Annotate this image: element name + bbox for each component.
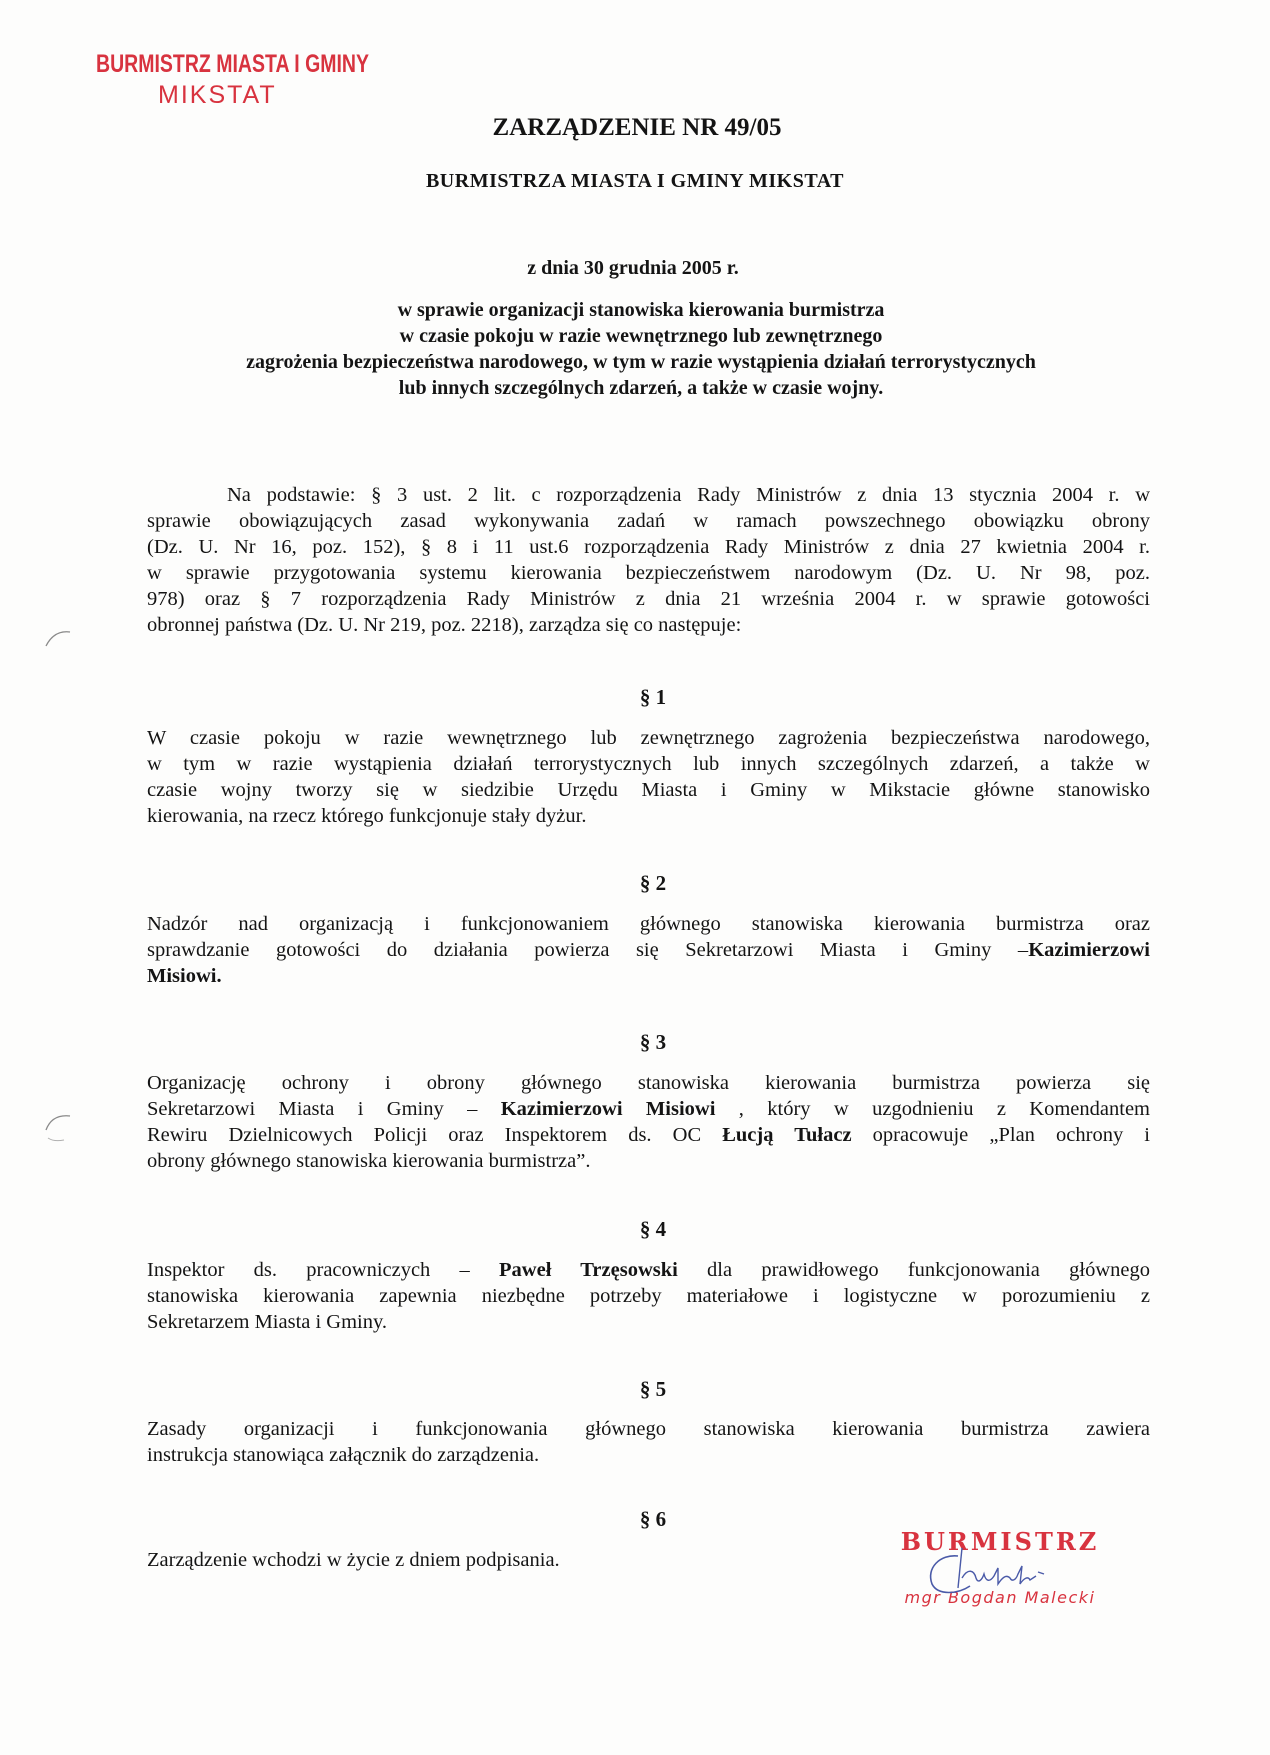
paragraph-line bbox=[147, 1096, 1150, 1122]
subject-line: w sprawie organizacji stanowiska kierowania burmistrza bbox=[397, 299, 885, 321]
paragraph-line: Sekretarzem Miasta i Gminy. bbox=[147, 1311, 388, 1333]
paragraph-line: instrukcja stanowiąca załącznik do zarządzenia. bbox=[147, 1444, 540, 1466]
document-title: ZARZĄDZENIE NR 49/05 bbox=[492, 114, 782, 141]
paragraph-line: kierowania, na rzecz którego funkcjonuje stały dyżur. bbox=[147, 805, 587, 827]
punch-hole-mark bbox=[40, 620, 80, 660]
paragraph-line: w tym w razie wystąpienia działań terrorystycznych lub innych szczególnych zdarzeń, a także w bbox=[147, 753, 1150, 775]
person-name-bold: Paweł Trzęsowski bbox=[499, 1259, 678, 1281]
subject-line: lub innych szczególnych zdarzeń, a także w czasie wojny. bbox=[398, 377, 884, 399]
paragraph-line: (Dz. U. Nr 16, poz. 152), § 8 i 11 ust.6 rozporządzenia Rady Ministrów z dnia 27 kwietnia 2004 r. bbox=[147, 536, 1150, 558]
paragraph-text: dla prawidłowego funkcjonowania głównego bbox=[677, 1259, 1150, 1281]
person-name-bold: Misiowi. bbox=[147, 965, 222, 987]
paragraph-line: Zasady organizacji i funkcjonowania głównego stanowiska kierowania burmistrza zawiera bbox=[147, 1418, 1150, 1440]
section-heading-3: § 3 bbox=[639, 1030, 667, 1054]
section-1-paragraph bbox=[147, 725, 1150, 829]
paragraph-line bbox=[147, 1122, 1150, 1148]
paragraph-text: Inspektor ds. pracowniczych – bbox=[147, 1259, 500, 1281]
paragraph-line bbox=[147, 963, 1150, 989]
section-5-paragraph bbox=[147, 1416, 1150, 1468]
punch-hole-mark bbox=[40, 1108, 80, 1148]
paragraph-text: opracowuje „Plan ochrony i bbox=[851, 1124, 1150, 1146]
paragraph-line: Na podstawie: § 3 ust. 2 lit. c rozporządzenia Rady Ministrów z dnia 13 stycznia 2004 r. w bbox=[227, 484, 1150, 506]
section-heading-5: § 5 bbox=[639, 1377, 667, 1401]
section-heading-1: § 1 bbox=[639, 685, 667, 709]
paragraph-line: sprawie obowiązujących zasad wykonywania zadań w ramach powszechnego obowiązku obrony bbox=[147, 510, 1150, 532]
stamp-line-town: MIKSTAT bbox=[158, 81, 277, 109]
paragraph-line bbox=[147, 1257, 1150, 1283]
subject-line: zagrożenia bezpieczeństwa narodowego, w tym w razie wystąpienia działań terrorystycznych bbox=[246, 351, 1036, 373]
paragraph-line: Zarządzenie wchodzi w życie z dniem podpisania. bbox=[147, 1549, 560, 1571]
document-date: z dnia 30 grudnia 2005 r. bbox=[527, 257, 739, 279]
paragraph-line: obronnej państwa (Dz. U. Nr 219, poz. 2218), zarządza się co następuje: bbox=[147, 614, 742, 636]
paragraph-text: sprawdzanie gotowości do działania powierza się Sekretarzowi Miasta i Gminy – bbox=[147, 939, 1029, 961]
paragraph-text: Sekretarzowi Miasta i Gminy – bbox=[147, 1098, 501, 1120]
paragraph-line: W czasie pokoju w razie wewnętrznego lub zewnętrznego zagrożenia bezpieczeństwa narodowego, bbox=[147, 727, 1150, 749]
stamp-title: BURMISTRZ bbox=[900, 1527, 1100, 1556]
handwritten-signature bbox=[918, 1538, 1068, 1608]
paragraph-line: Nadzór nad organizacją i funkcjonowaniem głównego stanowiska kierowania burmistrza oraz bbox=[147, 913, 1150, 935]
paragraph-line: 978) oraz § 7 rozporządzenia Rady Ministrów z dnia 21 września 2004 r. w sprawie gotowości bbox=[147, 588, 1150, 610]
paragraph-line: w sprawie przygotowania systemu kierowania bezpieczeństwem narodowym (Dz. U. Nr 98, poz. bbox=[147, 562, 1150, 584]
section-3-paragraph bbox=[147, 1070, 1150, 1174]
paragraph-line: stanowiska kierowania zapewnia niezbędne potrzeby materiałowe i logistyczne w porozumieniu z bbox=[147, 1285, 1150, 1307]
stamp-signatory-name: mgr Bogdan Malecki bbox=[904, 1588, 1096, 1607]
subject-line: w czasie pokoju w razie wewnętrznego lub zewnętrznego bbox=[399, 325, 883, 347]
paragraph-text: Rewiru Dzielnicowych Policji oraz Inspektorem ds. OC bbox=[147, 1124, 723, 1146]
section-2-paragraph bbox=[147, 911, 1150, 989]
paragraph-line: czasie wojny tworzy się w siedzibie Urzędu Miasta i Gminy w Mikstacie główne stanowisko bbox=[147, 779, 1150, 801]
section-heading-4: § 4 bbox=[639, 1217, 667, 1241]
person-name-bold: Kazimierzowi Misiowi bbox=[500, 1098, 716, 1120]
document-subject bbox=[6, 297, 1270, 401]
section-4-paragraph bbox=[147, 1257, 1150, 1335]
person-name-bold: Kazimierzowi bbox=[1028, 939, 1150, 961]
stamp-line-office: BURMISTRZ MIASTA I GMINY bbox=[96, 50, 369, 78]
person-name-bold: Łucją Tułacz bbox=[722, 1124, 852, 1146]
legal-basis-paragraph bbox=[147, 482, 1150, 638]
paragraph-line: Organizację ochrony i obrony głównego stanowiska kierowania burmistrza powierza się bbox=[147, 1072, 1150, 1094]
paragraph-line: obrony głównego stanowiska kierowania burmistrza”. bbox=[147, 1150, 591, 1172]
section-heading-2: § 2 bbox=[639, 871, 667, 895]
office-stamp bbox=[96, 50, 446, 110]
document-issuer: BURMISTRZA MIASTA I GMINY MIKSTAT bbox=[425, 170, 845, 192]
section-heading-6: § 6 bbox=[639, 1507, 667, 1531]
paragraph-text: , który w uzgodnieniu z Komendantem bbox=[715, 1098, 1150, 1120]
paragraph-line bbox=[147, 937, 1150, 963]
